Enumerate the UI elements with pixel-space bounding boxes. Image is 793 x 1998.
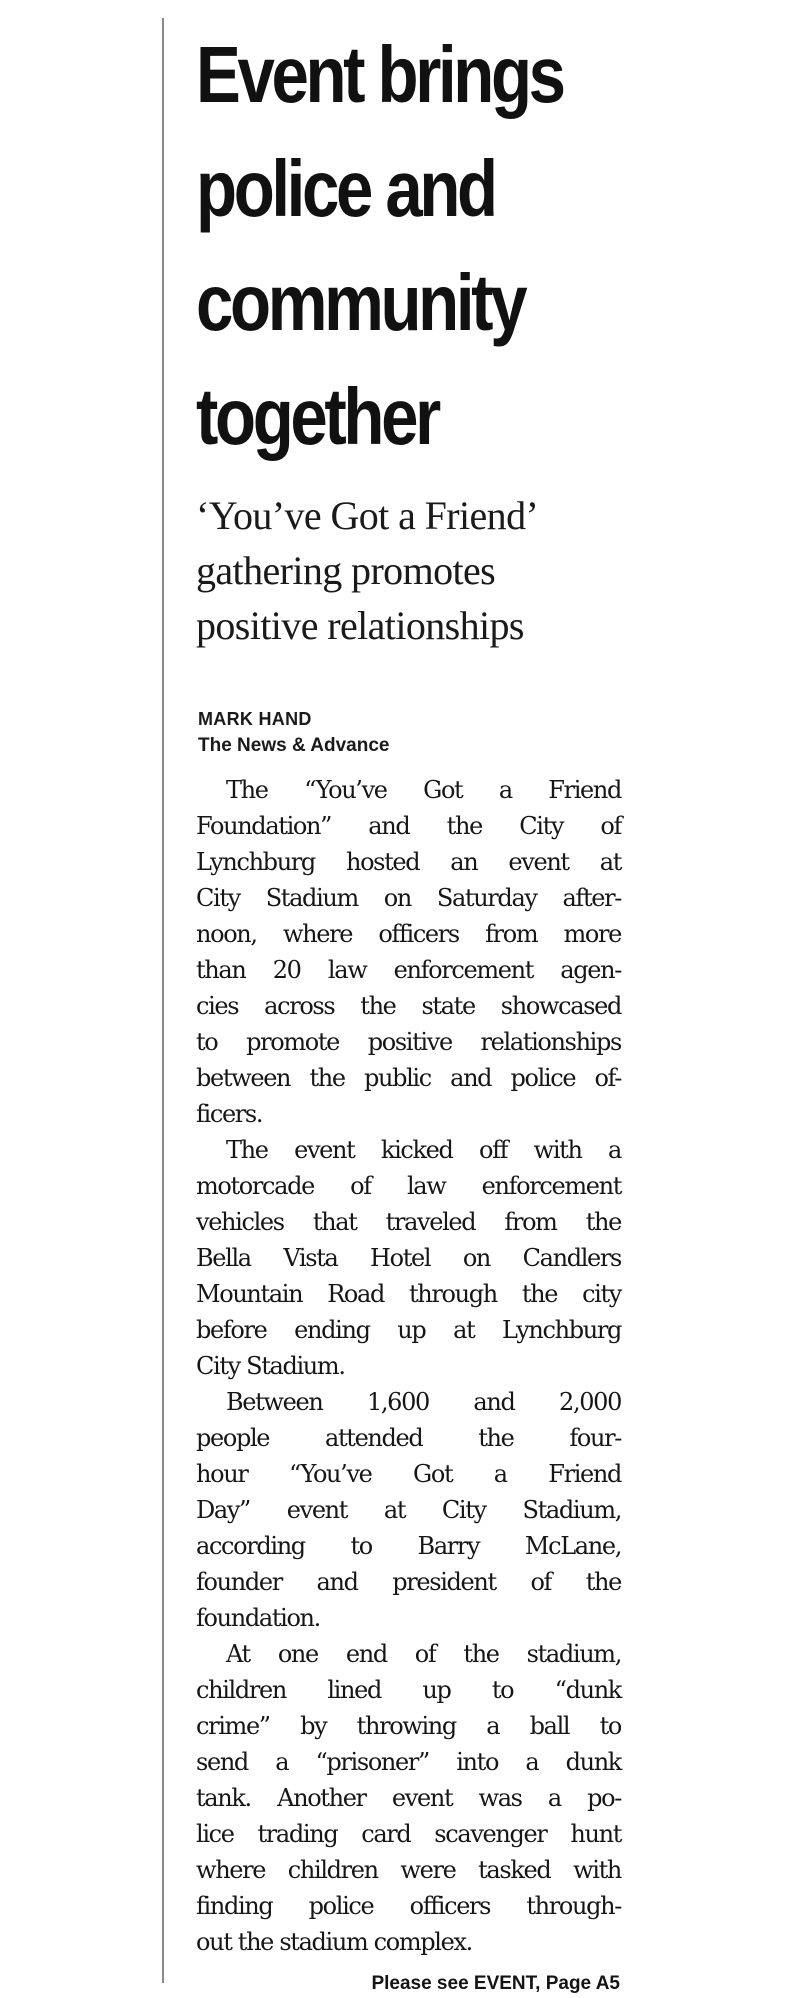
body-line: noon, where officers from more [196,920,621,948]
paragraph [196,772,621,1132]
body-line: Day” event at City Stadium, [196,1496,621,1524]
body-line: City Stadium on Saturday after- [196,884,621,912]
body-line: Mountain Road through the city [196,1280,621,1308]
body-line: Foundation” and the City of [196,812,621,840]
headline-line: police and [196,144,495,233]
body-line: hour “You’ve Got a Friend [196,1460,621,1488]
body-line: At one end of the stadium, [226,1640,621,1668]
subheadline-line: ‘You’ve Got a Friend’ [196,493,539,538]
column-rule [162,18,164,1983]
paragraph [196,1132,621,1384]
body-line: before ending up at Lynchburg [196,1316,621,1344]
headline-line: together [196,372,438,461]
byline-author: MARK HAND [198,709,312,729]
body-line: Between 1,600 and 2,000 [226,1388,621,1416]
body-line: out the stadium complex. [196,1928,472,1956]
body-line: where children were tasked with [196,1856,621,1884]
subheadline [196,488,538,653]
body-line: vehicles that traveled from the [196,1208,621,1236]
byline-outlet: The News & Advance [198,735,390,756]
headline-line: Event brings [196,30,563,119]
body-line: Lynchburg hosted an event at [196,848,621,876]
body-line: ficers. [196,1100,263,1128]
body-line: The event kicked off with a [226,1136,621,1164]
news-article [196,18,621,1994]
subheadline-line: positive relationships [196,603,524,648]
body-line: children lined up to “dunk [196,1676,621,1704]
body-line: crime” by throwing a ball to [196,1712,621,1740]
body-line: finding police officers through- [196,1892,621,1920]
body-line: than 20 law enforcement agen- [196,956,621,984]
body-line: according to Barry McLane, [196,1532,621,1560]
body-line: Bella Vista Hotel on Candlers [196,1244,621,1272]
headline-line: community [196,258,525,347]
subheadline-line: gathering promotes [196,548,496,593]
body-line: people attended the four- [196,1424,621,1452]
body-line: lice trading card scavenger hunt [196,1820,621,1848]
continuation-jump-line: Please see EVENT, Page A5 [371,1973,620,1994]
body-line: The “You’ve Got a Friend [226,776,621,804]
body-line: cies across the state showcased [196,992,621,1020]
body-line: send a “prisoner” into a dunk [196,1748,621,1776]
body-line: foundation. [196,1604,320,1632]
byline [198,706,389,760]
paragraph [196,1384,621,1636]
body-line: tank. Another event was a po- [196,1784,621,1812]
body-line: motorcade of law enforcement [196,1172,621,1200]
body-line: founder and president of the [196,1568,621,1596]
paragraph [196,1636,621,1960]
headline [196,18,563,474]
body-line: to promote positive relationships [196,1028,621,1056]
article-body [196,772,621,1960]
body-line: City Stadium. [196,1352,345,1380]
body-line: between the public and police of- [196,1064,621,1092]
